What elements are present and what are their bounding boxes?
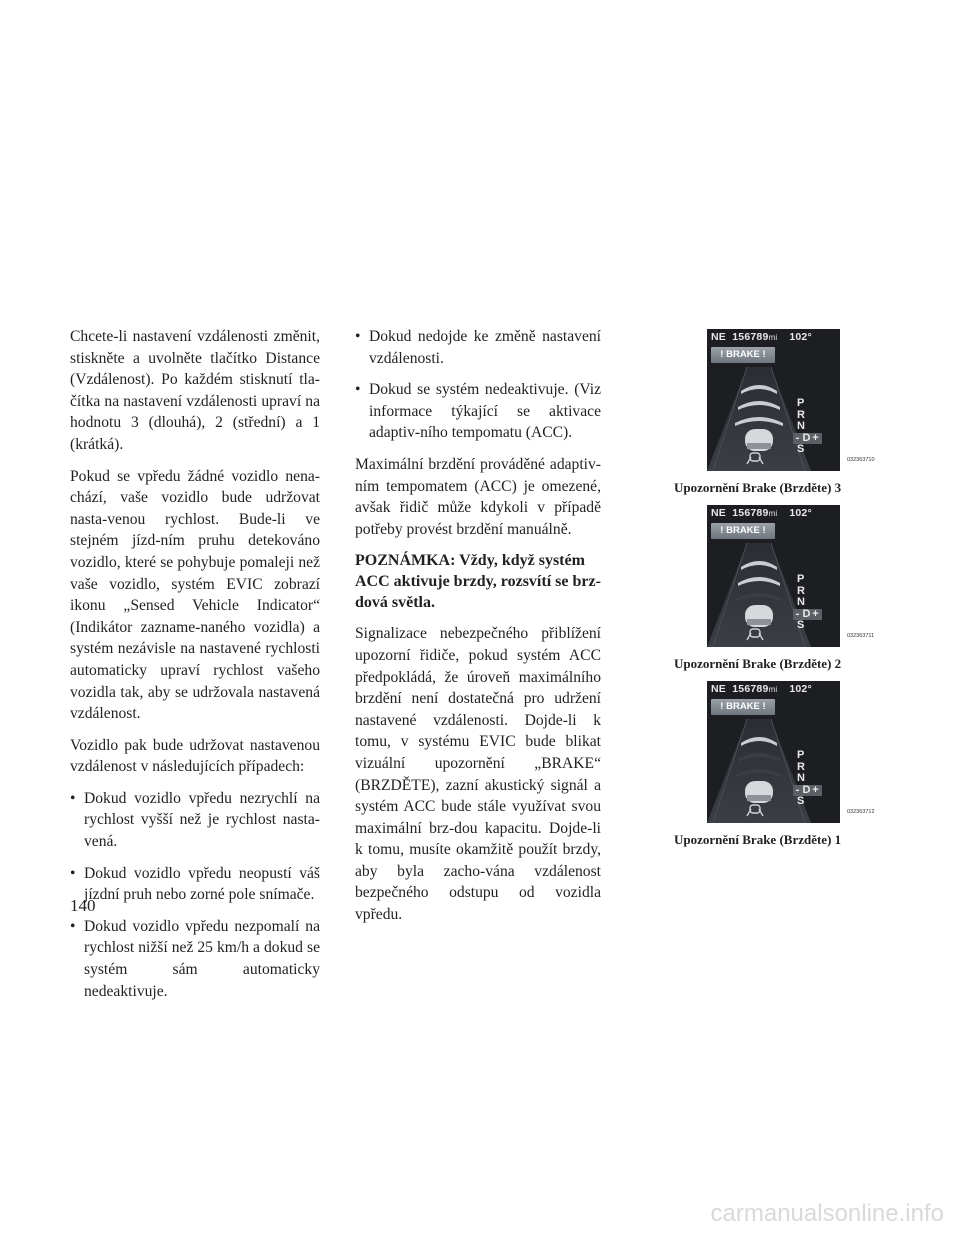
evic-top-bar bbox=[711, 507, 812, 519]
odometer-value: 156789 bbox=[732, 507, 769, 519]
gear-s: S bbox=[797, 619, 805, 631]
gear-minus: - bbox=[795, 783, 800, 796]
lead-vehicle-icon bbox=[747, 795, 771, 801]
sensed-vehicle-icon bbox=[745, 627, 765, 641]
evic-top-bar bbox=[711, 683, 812, 695]
gear-p: P bbox=[797, 573, 805, 585]
paragraph: Vozidlo pak bude udržovat nastavenou vzdálenost v následujících případech: bbox=[70, 736, 320, 776]
figure-caption: Upozornění Brake (Brzděte) 2 bbox=[674, 656, 842, 671]
sensed-vehicle-icon bbox=[745, 803, 765, 817]
brake-warning: ! BRAKE ! bbox=[711, 523, 775, 539]
gear-r: R bbox=[797, 760, 805, 773]
list-item: • Dokud vozidlo vpředu nezpomalí na rychlost nižší než 25 km/h a dokud se systém sám automaticky nedeaktivuje. bbox=[70, 916, 320, 1002]
compass-heading: NE bbox=[711, 507, 726, 519]
gear-indicator bbox=[793, 750, 823, 808]
text-column-left bbox=[70, 326, 320, 1012]
paragraph: Signalizace nebezpečného přiblížení upozorní řidiče, pokud systém ACC předpokládá, že úroveň maximálního brzdění není dostatečná pro udržení nastavené vzdálenosti. Dojde-li k tomu, v systému EVIC bude blikat vizuální upozornění „BRAKE“ (BRZDĚTE), zazní akustický signál a systém ACC bude stále využívat svou maximální brz-dou kapacitu. Dojde-li k tomu, musíte okamžitě použít brzdy, aby byla zacho-vána vzdálenost bezpečného odstupu od vozidla vpředu. bbox=[355, 625, 601, 924]
gear-plus: + bbox=[812, 431, 819, 444]
odometer-value: 156789 bbox=[732, 683, 769, 695]
gear-p: P bbox=[797, 397, 805, 409]
watermark: carmanualsonline.info bbox=[710, 1200, 944, 1227]
figure-code: 032363711 bbox=[847, 633, 875, 639]
lead-vehicle-icon bbox=[747, 619, 771, 625]
gear-indicator bbox=[793, 574, 823, 632]
outside-temperature: 102° bbox=[789, 507, 812, 519]
odometer-unit: mi bbox=[768, 685, 778, 694]
list-item: • Dokud se systém nedeaktivuje. (Viz informace týkající se aktivace adaptiv-ního tempomatu (ACC). bbox=[355, 379, 601, 444]
outside-temperature: 102° bbox=[789, 331, 812, 343]
gear-s: S bbox=[797, 795, 805, 807]
outside-temperature: 102° bbox=[789, 683, 812, 695]
paragraph: Maximální brzdění prováděné adaptiv-ním tempomatem (ACC) je omezené, avšak řidič může kdykoli v případě potřeby provést brzdění manuálně. bbox=[355, 455, 601, 538]
gear-plus: + bbox=[812, 607, 819, 620]
figure-caption: Upozornění Brake (Brzděte) 1 bbox=[674, 832, 842, 847]
evic-screen bbox=[707, 505, 840, 647]
list-item: • Dokud vozidlo vpředu neopustí váš jízdní pruh nebo zorné pole snímače. bbox=[70, 863, 320, 906]
paragraph: Chcete-li nastavení vzdálenosti změnit, stiskněte a uvolněte tlačítko Distance (Vzdálenost). Po každém stisknutí tla-čítka na nastavení vzdálenosti upraví na hodnotu 3 (dlouhá), 2 (střední) a 1 (krátká). bbox=[70, 328, 320, 453]
gear-n: N bbox=[797, 596, 805, 608]
odometer-unit: mi bbox=[768, 509, 778, 518]
gear-d-label: D bbox=[802, 783, 811, 796]
gear-d-label: D bbox=[802, 431, 811, 444]
gear-plus: + bbox=[812, 783, 819, 796]
sensed-vehicle-icon bbox=[745, 451, 765, 465]
odometer-unit: mi bbox=[768, 333, 778, 342]
note: POZNÁMKA: Vždy, když systém ACC aktivuje brzdy, rozsvítí se brz-dová světla. bbox=[355, 552, 601, 612]
list-item: • Dokud vozidlo vpředu nezrychlí na rychlost vyšší než je rychlost nasta-vená. bbox=[70, 788, 320, 853]
gear-minus: - bbox=[795, 607, 800, 620]
gear-indicator bbox=[793, 398, 823, 456]
evic-screen bbox=[707, 681, 840, 823]
figure-caption: Upozornění Brake (Brzděte) 3 bbox=[674, 480, 842, 495]
compass-heading: NE bbox=[711, 683, 726, 695]
gear-n: N bbox=[797, 420, 805, 432]
bullet-list bbox=[355, 326, 601, 444]
gear-s: S bbox=[797, 443, 805, 455]
brake-warning: ! BRAKE ! bbox=[711, 699, 775, 715]
compass-heading: NE bbox=[711, 331, 726, 343]
figure-code: 032363712 bbox=[847, 809, 875, 815]
evic-top-bar bbox=[711, 331, 812, 343]
paragraph: Pokud se vpředu žádné vozidlo nena-chází, vaše vozidlo bude udržovat nasta-venou rychlost. Bude-li ve stejném jízd-ním pruhu detekováno vozidlo, které se pohybuje pomaleji než vaše vozidlo, systém EVIC zobrazí ikonu „Sensed Vehicle Indicator“ (Indikátor zazname-naného vozidla) a systém nezávisle na nastavené rychlosti automaticky upraví rychlost vašeho vozidla tak, aby se udržovala nastavená vzdálenost. bbox=[70, 467, 320, 723]
gear-d-label: D bbox=[802, 607, 811, 620]
figure-code: 032363710 bbox=[847, 457, 875, 463]
gear-r: R bbox=[797, 584, 805, 597]
lead-vehicle-icon bbox=[747, 443, 771, 449]
gear-minus: - bbox=[795, 431, 800, 444]
evic-screen bbox=[707, 329, 840, 471]
gear-n: N bbox=[797, 772, 805, 784]
list-item: • Dokud nedojde ke změně nastavení vzdálenosti. bbox=[355, 326, 601, 369]
gear-p: P bbox=[797, 749, 805, 761]
odometer-value: 156789 bbox=[732, 331, 769, 343]
bullet-list bbox=[70, 788, 320, 1002]
text-column-middle bbox=[355, 326, 601, 936]
page-number: 140 bbox=[70, 896, 96, 915]
brake-warning: ! BRAKE ! bbox=[711, 347, 775, 363]
gear-r: R bbox=[797, 408, 805, 421]
